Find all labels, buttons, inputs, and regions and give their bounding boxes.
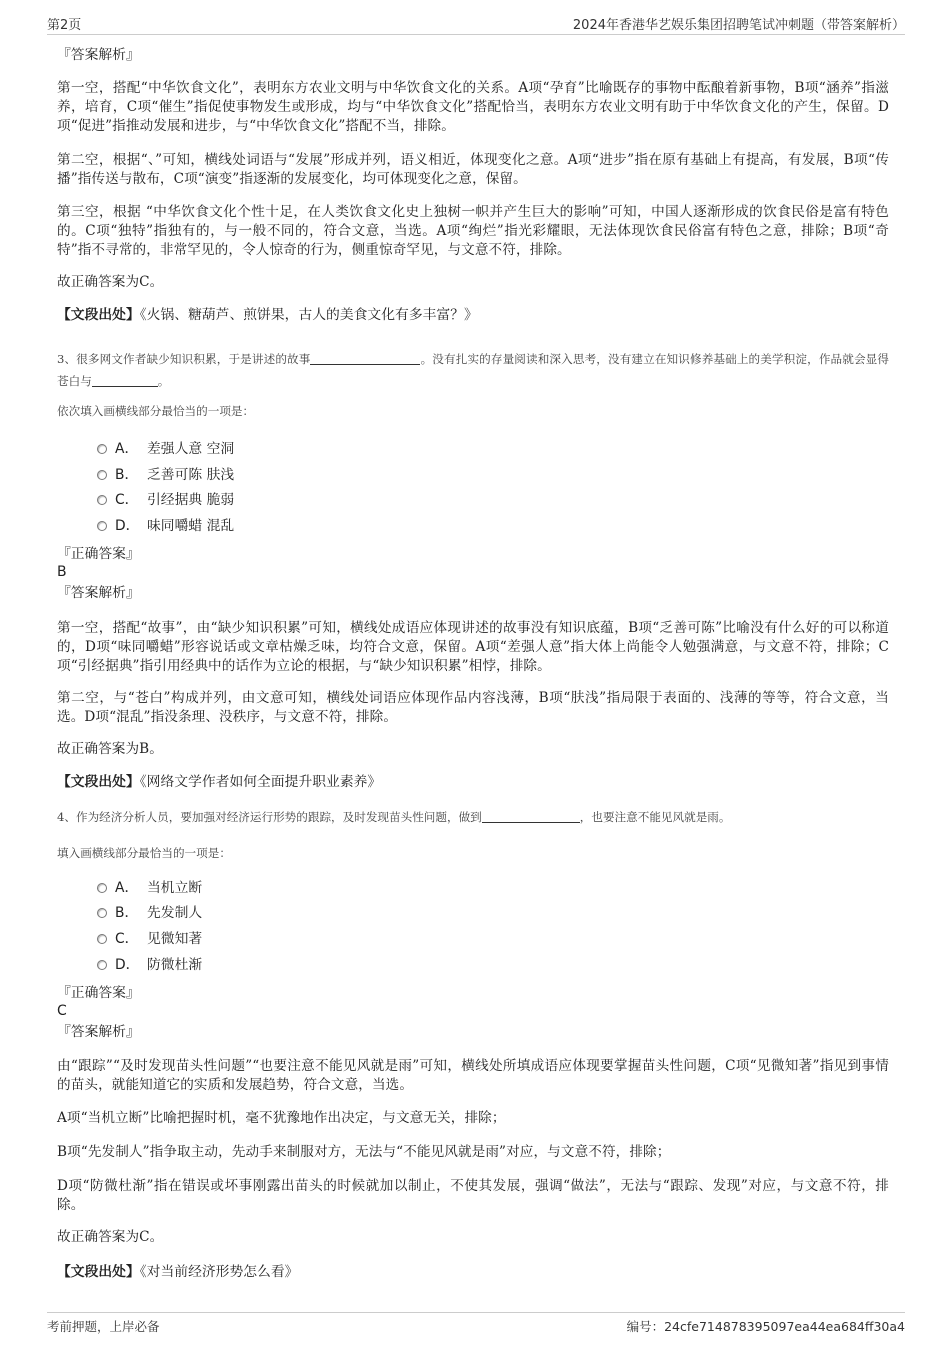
q4-blank xyxy=(482,810,580,823)
radio-icon[interactable] xyxy=(97,934,107,944)
radio-icon[interactable] xyxy=(97,444,107,454)
q4-analysis-para4: D项“防微杜渐”指在错误或坏事刚露出苗头的时候就加以制止，不使其发展，强调“做法”，无法与“跟踪、发现”对应，与文意不符，排除。 xyxy=(57,1178,889,1213)
q4-option-b[interactable]: B． 先发制人 xyxy=(97,903,202,923)
page-footer xyxy=(47,1312,905,1337)
q4-analysis-para3: B项“先发制人”指争取主动，先动手来制服对方，无法与“不能见风就是雨”对应，与文意不符，排除； xyxy=(57,1144,671,1160)
q4-stem-part2: ，也要注意不能见风就是雨。 xyxy=(579,810,731,824)
q3-stem-part2: 。没有扎实的存量阅读和深入思考，没有建立在知识修养基础上的美学积淀，作品就会显得苍白与 xyxy=(57,352,889,388)
q2-analysis-para2: 第二空，根据“、”可知，横线处词语与“发展”形成并列，语义相近，体现变化之意。A项“进步”指在原有基础上有提高，有发展，B项“传播”指传送与散布，C项“演变”指逐渐的发展变化，均可体现变化之意，保留。 xyxy=(57,152,889,187)
q3-analysis-para2: 第二空，与“苍白”构成并列，由文意可知，横线处词语应体现作品内容浅薄，B项“肤浅”指局限于表面的、浅薄的等等，符合文意，当选。D项“混乱”指没条理、没秩序，与文意不符，排除。 xyxy=(57,690,889,725)
radio-icon[interactable] xyxy=(97,908,107,918)
q3-instruction: 依次填入画横线部分最恰当的一项是： xyxy=(57,404,255,418)
q2-conclusion: 故正确答案为C。 xyxy=(57,274,164,290)
q2-analysis-para3: 第三空，根据 “中华饮食文化个性十足，在人类饮食文化史上独树一帜并产生巨大的影响”可知，中国人逐渐形成的饮食民俗是富有特色的。C项“独特”指独有的，与一般不同的，符合文意，当选。A项“绚烂”指光彩耀眼，无法体现饮食民俗富有特色之意，排除；B项“奇特”指不寻常的，非常罕见的，令人惊奇的行为，侧重惊奇罕见，与文意不符，排除。 xyxy=(57,204,889,258)
q4-source xyxy=(57,1263,889,1282)
q3-source xyxy=(57,773,889,792)
q4-instruction: 填入画横线部分最恰当的一项是： xyxy=(57,846,231,860)
q4-option-d[interactable]: D． 防微杜渐 xyxy=(97,955,202,975)
q3-blank-2 xyxy=(92,374,158,387)
q2-analysis-para1: 第一空，搭配“中华饮食文化”，表明东方农业文明与中华饮食文化的关系。A项“孕育”比喻既存的事物中酝酿着新事物，B项“涵养”指滋养，培育，C项“催生”指促使事物发生或形成，均与“中华饮食文化”搭配恰当，表明东方农业文明有助于中华饮食文化的产生，保留。D项“促进”指推动发展和进步，与“中华饮食文化”搭配不当，排除。 xyxy=(57,80,889,134)
q3-source-text: 《网络文学作者如何全面提升职业素养》 xyxy=(139,774,382,790)
document-title: 2024年香港华艺娱乐集团招聘笔试冲刺题（带答案解析） xyxy=(572,18,905,33)
q4-option-c[interactable]: C． 见微知著 xyxy=(97,929,202,949)
radio-icon[interactable] xyxy=(97,883,107,893)
q4-option-a[interactable]: A． 当机立断 xyxy=(97,878,202,898)
q2-source-label: 【文段出处】 xyxy=(57,307,140,323)
radio-icon[interactable] xyxy=(97,960,107,970)
q3-stem-part1: 3、很多网文作者缺少知识积累，于是讲述的故事 xyxy=(57,352,311,366)
q2-source-text: 《火锅、糖葫芦、煎饼果，古人的美食文化有多丰富？》 xyxy=(139,307,478,323)
radio-icon[interactable] xyxy=(97,521,107,531)
q4-stem xyxy=(57,806,889,828)
q3-analysis-label: 『答案解析』 xyxy=(57,585,140,601)
serial-number: 24cfe714878395097ea44ea684ff30a4 xyxy=(664,1319,905,1334)
q3-conclusion: 故正确答案为B。 xyxy=(57,741,163,757)
page-number: 第2页 xyxy=(47,18,82,33)
q3-stem xyxy=(57,348,889,392)
q3-option-a[interactable]: A． 差强人意 空洞 xyxy=(97,439,234,459)
q3-answer: B xyxy=(57,564,67,580)
q4-source-label: 【文段出处】 xyxy=(57,1264,140,1280)
q4-answer: C xyxy=(57,1003,67,1019)
q4-analysis-label: 『答案解析』 xyxy=(57,1024,140,1040)
page-header xyxy=(47,12,905,35)
q3-stem-part3: 。 xyxy=(157,374,170,388)
q4-conclusion: 故正确答案为C。 xyxy=(57,1229,164,1245)
serial-label: 编号： xyxy=(626,1319,665,1334)
radio-icon[interactable] xyxy=(97,495,107,505)
radio-icon[interactable] xyxy=(97,470,107,480)
q3-option-b[interactable]: B． 乏善可陈 肤浅 xyxy=(97,465,234,485)
footer-serial xyxy=(627,1317,905,1335)
q3-source-label: 【文段出处】 xyxy=(57,774,140,790)
q4-analysis-para1: 由“跟踪”“及时发现苗头性问题”“也要注意不能见风就是雨”可知，横线处所填成语应体现要掌握苗头性问题，C项“见微知著”指见到事情的苗头，就能知道它的实质和发展趋势，符合文意，当选。 xyxy=(57,1058,889,1093)
q4-analysis-para2: A项“当机立断”比喻把握时机，毫不犹豫地作出决定，与文意无关，排除； xyxy=(57,1110,506,1126)
q2-source xyxy=(57,306,889,325)
q4-stem-part1: 4、作为经济分析人员，要加强对经济运行形势的跟踪，及时发现苗头性问题，做到 xyxy=(57,810,482,824)
q3-option-c[interactable]: C． 引经据典 脆弱 xyxy=(97,490,234,510)
q4-source-text: 《对当前经济形势怎么看》 xyxy=(139,1264,299,1280)
q3-option-d[interactable]: D． 味同嚼蜡 混乱 xyxy=(97,516,234,536)
q3-blank-1 xyxy=(310,352,420,365)
q3-answer-label: 『正确答案』 xyxy=(57,546,140,562)
footer-slogan: 考前押题，上岸必备 xyxy=(47,1319,160,1334)
q2-analysis-label: 『答案解析』 xyxy=(57,47,140,63)
q3-analysis-para1: 第一空，搭配“故事”，由“缺少知识积累”可知，横线处成语应体现讲述的故事没有知识底蕴，B项“乏善可陈”比喻没有什么好的可以称道的，D项“味同嚼蜡”形容说话或文章枯燥乏味，均符合文意，保留。A项“差强人意”指大体上尚能令人勉强满意，与文意不符，排除；C项“引经据典”指引用经典中的话作为立论的根据，与“缺少知识积累”相悖，排除。 xyxy=(57,620,889,674)
q4-answer-label: 『正确答案』 xyxy=(57,985,140,1001)
